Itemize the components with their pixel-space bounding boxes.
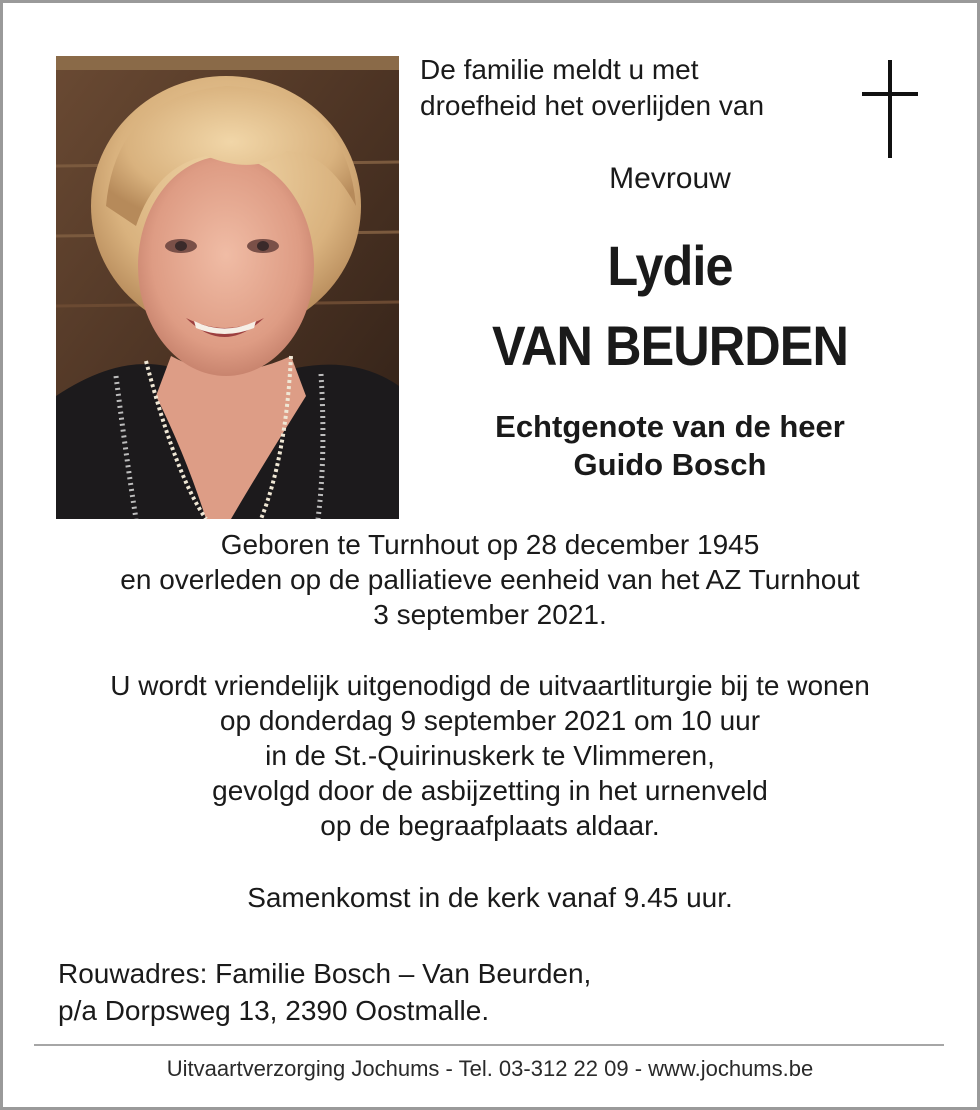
gathering-line: Samenkomst in de kerk vanaf 9.45 uur. [247,882,733,913]
spouse-line: Echtgenote van de heer [495,409,845,444]
deceased-last-name: VAN BEURDEN [491,314,848,377]
address-line: Rouwadres: Familie Bosch – Van Beurden, [58,958,592,989]
birth-death-info [0,527,980,632]
announcement-intro [420,52,840,124]
birth-death-line: en overleden op de palliatieve eenheid van het AZ Turnhout [120,564,860,595]
funeral-line: op donderdag 9 september 2021 om 10 uur [219,705,761,736]
funeral-line: op de begraafplaats aldaar. [320,810,660,841]
spouse-line: Guido Bosch [573,447,767,482]
latin-cross-icon [862,60,918,158]
birth-death-line: Geboren te Turnhout op 28 december 1945 [220,529,760,560]
spouse-info [420,408,920,484]
address-line: p/a Dorpsweg 13, 2390 Oostmalle. [58,995,490,1026]
funeral-invitation [0,668,980,843]
honorific: Mevrouw [609,162,731,195]
intro-line: droefheid het overlijden van [420,90,765,121]
funeral-line: gevolgd door de asbijzetting in het urnenveld [212,775,768,806]
intro-line: De familie meldt u met [420,54,699,85]
footer-divider [34,1044,944,1046]
birth-death-line: 3 september 2021. [373,599,607,630]
mourning-address [58,955,591,1029]
funeral-director-footer: Uitvaartverzorging Jochums - Tel. 03-312 22 09 - www.jochums.be [166,1056,814,1081]
funeral-line: U wordt vriendelijk uitgenodigd de uitvaartliturgie bij te wonen [110,670,870,701]
portrait-photo [56,56,399,519]
gathering-info [0,880,980,915]
funeral-line: in de St.-Quirinuskerk te Vlimmeren, [265,740,715,771]
deceased-first-name: Lydie [607,234,733,297]
